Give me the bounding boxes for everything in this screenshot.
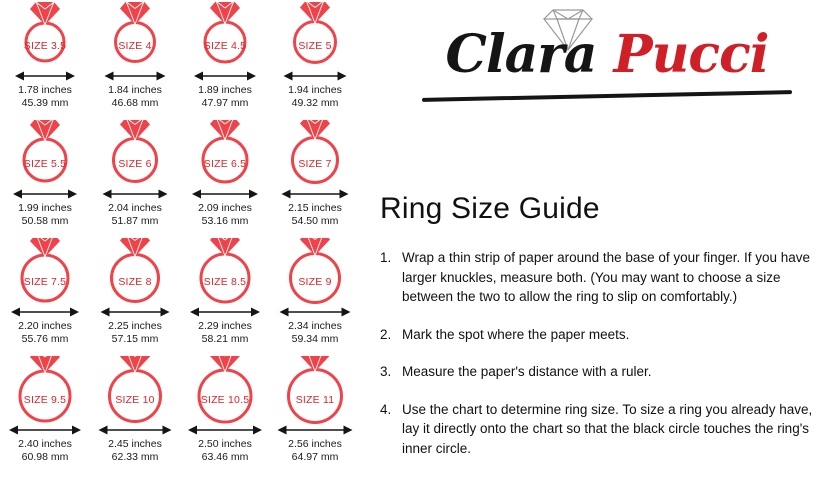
ring-icon (0, 356, 90, 426)
measurement-mm: 63.46 mm (201, 450, 249, 463)
ring-size-cell (270, 236, 360, 354)
ring-size-cell (0, 354, 90, 472)
ring-size-cell (270, 0, 360, 118)
ring-icon (90, 2, 180, 72)
instruction-step (380, 362, 830, 382)
ring-illustration (0, 118, 90, 192)
ring-illustration (180, 354, 270, 428)
measurement-inches: 1.78 inches (18, 84, 72, 96)
measurement-inches: 2.50 inches (198, 438, 252, 450)
ring-measurements (270, 202, 360, 227)
ring-size-label: SIZE 10 (115, 394, 155, 406)
ring-size-cell (180, 0, 270, 118)
diameter-arrow (90, 306, 180, 320)
measurement-inches: 2.29 inches (198, 320, 252, 332)
diameter-arrow (270, 306, 360, 320)
ring-illustration (0, 236, 90, 310)
ring-icon (0, 120, 90, 190)
ring-size-label: SIZE 8 (118, 276, 152, 288)
ring-size-label: SIZE 7.5 (23, 276, 67, 288)
ring-measurements (0, 438, 90, 463)
ring-measurements (90, 84, 180, 109)
ring-measurements (180, 84, 270, 109)
ring-size-cell (0, 0, 90, 118)
ring-size-cell (90, 354, 180, 472)
ring-size-label: SIZE 4 (118, 40, 152, 52)
instruction-step (380, 325, 830, 345)
ring-icon (180, 120, 270, 190)
instruction-step (380, 400, 830, 459)
ring-size-chart (0, 0, 360, 501)
ring-measurements (180, 320, 270, 345)
ring-size-label: SIZE 5 (298, 40, 332, 52)
diameter-arrow (180, 424, 270, 438)
ring-measurements (90, 438, 180, 463)
measurement-mm: 59.34 mm (291, 332, 339, 345)
ring-illustration (180, 236, 270, 310)
diameter-arrow (270, 70, 360, 84)
ring-illustration (270, 236, 360, 310)
measurement-mm: 60.98 mm (21, 450, 69, 463)
ring-illustration (90, 354, 180, 428)
measurement-mm: 45.39 mm (21, 96, 69, 109)
measurement-mm: 54.50 mm (291, 214, 339, 227)
step-number: 2. (380, 326, 392, 342)
measurement-inches: 2.09 inches (198, 202, 252, 214)
ring-icon (270, 120, 360, 190)
measurement-mm: 62.33 mm (111, 450, 159, 463)
ring-icon (180, 2, 270, 72)
ring-size-cell (270, 118, 360, 236)
ring-illustration (180, 0, 270, 74)
ring-icon (270, 238, 360, 308)
measurement-inches: 2.56 inches (288, 438, 342, 450)
ring-illustration (180, 118, 270, 192)
ring-size-label: SIZE 9 (298, 276, 332, 288)
diameter-arrow (180, 306, 270, 320)
diameter-arrow (0, 70, 90, 84)
ring-size-cell (0, 118, 90, 236)
measurement-mm: 46.68 mm (111, 96, 159, 109)
ring-size-label: SIZE 6.5 (203, 158, 247, 170)
ring-icon (270, 356, 360, 426)
measurement-inches: 1.99 inches (18, 202, 72, 214)
ring-measurements (90, 320, 180, 345)
diameter-arrow (90, 188, 180, 202)
ring-illustration (270, 118, 360, 192)
ring-illustration (270, 354, 360, 428)
brand-underline (422, 90, 792, 102)
measurement-inches: 2.45 inches (108, 438, 162, 450)
measurement-mm: 57.15 mm (111, 332, 159, 345)
ring-illustration (0, 0, 90, 74)
measurement-mm: 53.16 mm (201, 214, 249, 227)
measurement-inches: 1.89 inches (198, 84, 252, 96)
ring-size-cell (180, 118, 270, 236)
ring-size-cell (90, 118, 180, 236)
ring-icon (180, 238, 270, 308)
step-text: Use the chart to determine ring size. To size a ring you already have, lay it directly onto the chart so that the black circle touches the ring's inner circle. (402, 401, 813, 456)
ring-measurements (180, 202, 270, 227)
measurement-inches: 2.40 inches (18, 438, 72, 450)
measurement-inches: 1.94 inches (288, 84, 342, 96)
ring-icon (90, 238, 180, 308)
ring-measurements (0, 84, 90, 109)
step-number: 4. (380, 401, 392, 417)
diameter-arrow (0, 424, 90, 438)
ring-size-grid (0, 0, 360, 472)
page-title: Ring Size Guide (380, 192, 600, 225)
ring-icon (0, 2, 90, 72)
ring-size-label: SIZE 6 (118, 158, 152, 170)
ring-size-label: SIZE 4.5 (203, 40, 247, 52)
ring-measurements (0, 320, 90, 345)
measurement-mm: 50.58 mm (21, 214, 69, 227)
measurement-inches: 2.04 inches (108, 202, 162, 214)
diameter-arrow (180, 188, 270, 202)
ring-measurements (270, 438, 360, 463)
ring-size-cell (180, 354, 270, 472)
diameter-arrow (90, 70, 180, 84)
ring-size-label: SIZE 3.5 (23, 40, 67, 52)
ring-measurements (0, 202, 90, 227)
measurement-inches: 1.84 inches (108, 84, 162, 96)
ring-measurements (270, 320, 360, 345)
ring-illustration (0, 354, 90, 428)
ring-size-label: SIZE 11 (295, 394, 335, 406)
measurement-mm: 51.87 mm (111, 214, 159, 227)
ring-size-label: SIZE 7 (298, 158, 332, 170)
diameter-arrow (0, 306, 90, 320)
instruction-list (380, 248, 830, 476)
measurement-inches: 2.15 inches (288, 202, 342, 214)
diameter-arrow (90, 424, 180, 438)
step-number: 3. (380, 364, 392, 379)
brand-name-second: Pucci (613, 24, 769, 85)
step-text: Wrap a thin strip of paper around the base of your finger. If you have larger knuckles, measure both. (You may want to choose a size between the two to allow the ring to slip on comfortably.) (402, 250, 810, 304)
measurement-mm: 49.32 mm (291, 96, 339, 109)
brand-name-first: Clara (445, 24, 597, 85)
measurement-inches: 2.20 inches (18, 320, 72, 332)
diameter-arrow (180, 70, 270, 84)
brand-logo (382, 6, 832, 106)
step-text: Mark the spot where the paper meets. (402, 326, 630, 342)
ring-illustration (90, 236, 180, 310)
ring-illustration (90, 118, 180, 192)
measurement-mm: 47.97 mm (201, 96, 249, 109)
ring-size-label: SIZE 9.5 (23, 394, 67, 406)
measurement-inches: 2.25 inches (108, 320, 162, 332)
diameter-arrow (0, 188, 90, 202)
measurement-mm: 55.76 mm (21, 332, 69, 345)
ring-icon (90, 356, 180, 426)
ring-illustration (270, 0, 360, 74)
ring-measurements (180, 438, 270, 463)
measurement-inches: 2.34 inches (288, 320, 342, 332)
ring-icon (0, 238, 90, 308)
step-number: 1. (380, 250, 392, 265)
ring-icon (180, 356, 270, 426)
ring-icon (270, 2, 360, 72)
guide-panel (372, 0, 839, 501)
ring-size-cell (270, 354, 360, 472)
ring-size-cell (180, 236, 270, 354)
diameter-arrow (270, 188, 360, 202)
ring-illustration (90, 0, 180, 74)
ring-icon (90, 120, 180, 190)
measurement-mm: 58.21 mm (201, 332, 249, 345)
ring-size-label: SIZE 8.5 (203, 276, 247, 288)
ring-size-cell (90, 236, 180, 354)
ring-size-cell (0, 236, 90, 354)
ring-size-cell (90, 0, 180, 118)
ring-size-label: SIZE 10.5 (200, 394, 250, 406)
step-text: Measure the paper's distance with a ruler. (402, 364, 652, 379)
measurement-mm: 64.97 mm (291, 450, 339, 463)
brand-wordmark (382, 24, 832, 85)
ring-size-label: SIZE 5.5 (23, 158, 67, 170)
ring-measurements (270, 84, 360, 109)
instruction-step (380, 248, 830, 307)
diameter-arrow (270, 424, 360, 438)
ring-measurements (90, 202, 180, 227)
